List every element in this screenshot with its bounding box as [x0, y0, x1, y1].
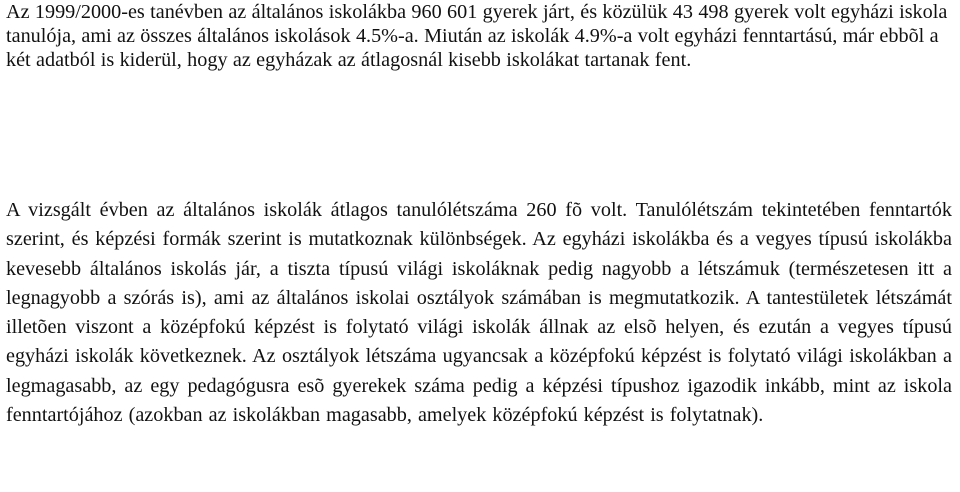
- paragraph-school-size-analysis: A vizsgált évben az általános iskolák átlagos tanulólétszáma 260 fõ volt. Tanulólétszám tekintetében fenntartók szerint, és képzési formák szerint is mutatkoznak különbségek. Az egyházi iskolákba és a vegyes típusú iskolákba kevesebb általános iskolás jár, a tiszta típusú világi iskoláknak pedig nagyobb a létszámuk (természetesen itt a legnagyobb a szórás is), ami az általános iskolai osztályok számában is megmutatkozik. A tantestületek létszámát illetõen viszont a középfokú képzést is folytató világi iskolák állnak az elsõ helyen, és ezután a vegyes típusú egyházi iskolák következnek. Az osztályok létszáma ugyancsak a középfokú képzést is folytató világi iskolákban a legmagasabb, az egy pedagógusra esõ gyerekek száma pedig a képzési típushoz igazodik inkább, mint az iskola fenntartójához (azokban az iskolákban magasabb, amelyek középfokú képzést is folytatnak).: [6, 199, 952, 427]
- paragraph-enrollment-summary: Az 1999/2000-es tanévben az általános iskolákba 960 601 gyerek járt, és közülük 43 498 gyerek volt egyházi iskola tanulója, ami az összes általános iskolások 4.5%-a. Miután az iskolák 4.9%-a volt egyházi fenntartású, már ebbõl a két adatból is kiderül, hogy az egyházak az átlagosnál kisebb iskolákat tartanak fent.: [6, 1, 948, 72]
